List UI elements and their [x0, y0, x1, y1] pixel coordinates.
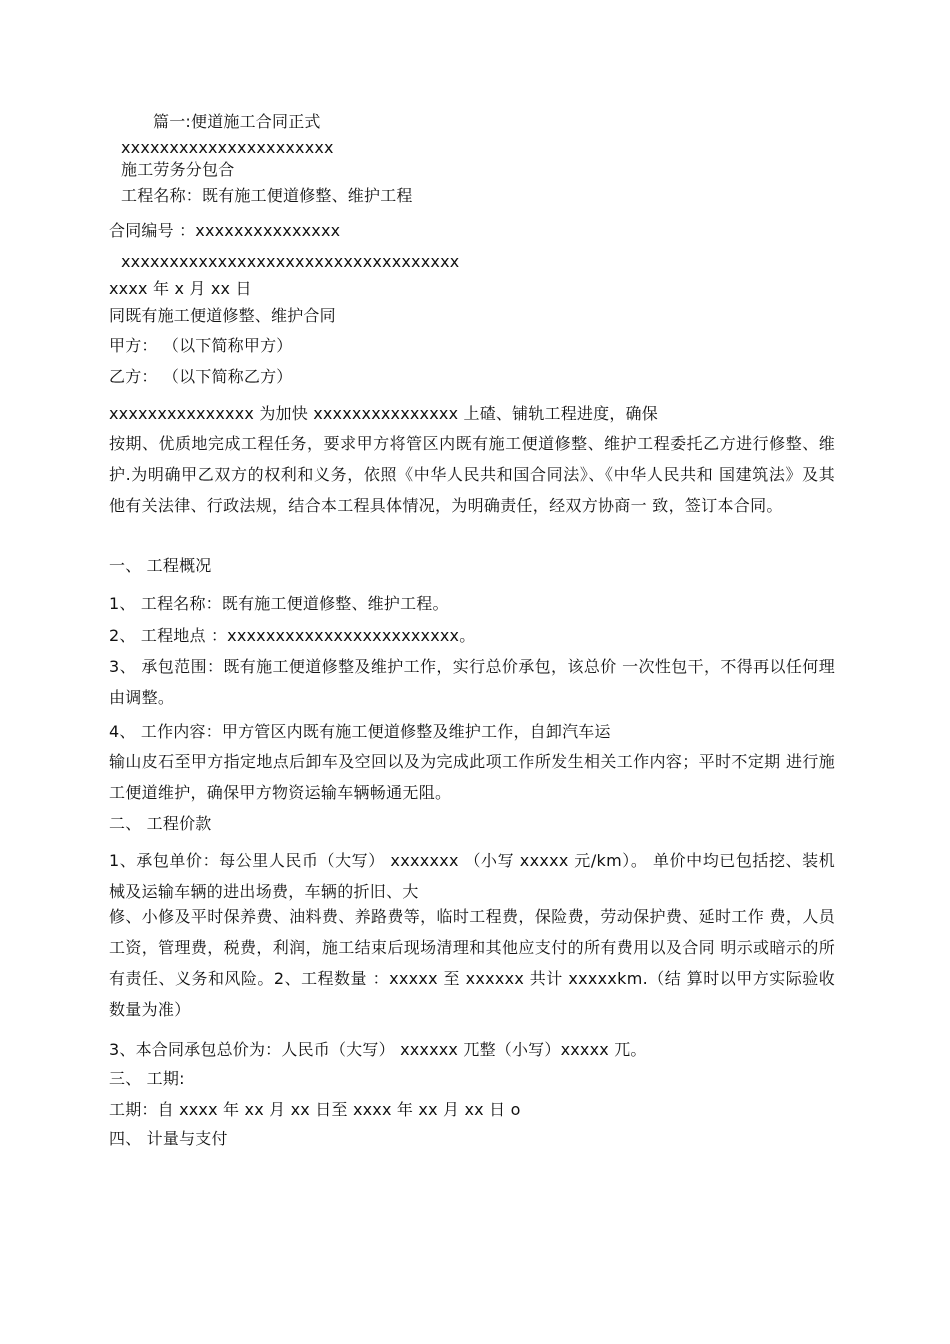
- project-name-line: 工程名称：既有施工便道修整、维护工程: [121, 186, 413, 205]
- section-4-heading: 四、 计量与支付: [109, 1129, 228, 1148]
- section-1-item-1: 1、 工程名称：既有施工便道修整、维护工程。: [109, 594, 449, 613]
- section-1-item-4-first-line: 4、 工作内容：甲方管区内既有施工便道修整及维护工作，自卸汽车运: [109, 722, 611, 741]
- intro-first-line: xxxxxxxxxxxxxxx 为加快 xxxxxxxxxxxxxxx 上碴、铺轨工程进度，确保: [109, 404, 658, 423]
- section-1-heading: 一、 工程概况: [109, 556, 212, 575]
- section-2-item-1-continued: 修、小修及平时保养费、油料费、养路费等，临时工程费，保险费，劳动保护费、延时工作 费，人员工资，管理费，税费，利润，施工结束后现场清理和其他应支付的所有费用以及合同 明示或暗示的所有责任、义务和风险。2、工程数量 ：xxxxx 至 xxxxxx 共计 xxxxxkm.（结 算时以甲方实际验收数量为准）: [109, 907, 835, 1019]
- section-3-heading: 三、 工期:: [109, 1069, 185, 1088]
- party-a-line: 甲方： （以下简称甲方）: [109, 336, 293, 355]
- contract-title-line: 同既有施工便道修整、维护合同: [109, 306, 336, 325]
- code-line: xxxxxxxxxxxxxxxxxxxxxx: [121, 138, 334, 157]
- party-b-line: 乙方： （以下简称乙方）: [109, 367, 293, 386]
- intro-paragraph: 按期、优质地完成工程任务，要求甲方将管区内既有施工便道修整、维护工程委托乙方进行修整、维护.为明确甲乙双方的权利和义务，依照《中华人民共和国合同法》、《中华人民共和 国建筑法》及其他有关法律、行政法规，结合本工程具体情况，为明确责任，经双方协商一 致，签订本合同。: [109, 434, 835, 515]
- document-subtitle: 施工劳务分包合: [121, 160, 235, 179]
- date-line: xxxx 年 x 月 xx 日: [109, 279, 252, 298]
- section-1-item-4-paragraph: 输山皮石至甲方指定地点后卸车及空回以及为完成此项工作所发生相关工作内容；平时不定期 进行施工便道维护，确保甲方物资运输车辆畅通无阻。: [109, 752, 835, 802]
- document-title: 篇一:便道施工合同正式: [153, 112, 321, 131]
- section-2-item-3: 3、本合同承包总价为：人民币（大写） xxxxxx 兀整（小写）xxxxx 兀。: [109, 1040, 647, 1059]
- section-3-period: 工期：自 xxxx 年 xx 月 xx 日至 xxxx 年 xx 月 xx 日 o: [109, 1100, 521, 1119]
- section-2-item-1: 1、承包单价：每公里人民币（大写） xxxxxxx （小写 xxxxx 元/km）。 单价中均已包括挖、装机械及运输车辆的进出场费，车辆的折旧、大: [109, 851, 835, 901]
- section-2-heading: 二、 工程价款: [109, 814, 212, 833]
- contract-number-line: 合同编号 ：xxxxxxxxxxxxxxx: [109, 221, 341, 240]
- section-1-item-2: 2、 工程地点 ：xxxxxxxxxxxxxxxxxxxxxxxx。: [109, 626, 476, 645]
- section-1-item-3: 3、 承包范围：既有施工便道修整及维护工作，实行总价承包，该总价 一次性包干，不得再以任何理由调整。: [109, 657, 835, 707]
- long-code-line: xxxxxxxxxxxxxxxxxxxxxxxxxxxxxxxxxxx: [121, 252, 460, 271]
